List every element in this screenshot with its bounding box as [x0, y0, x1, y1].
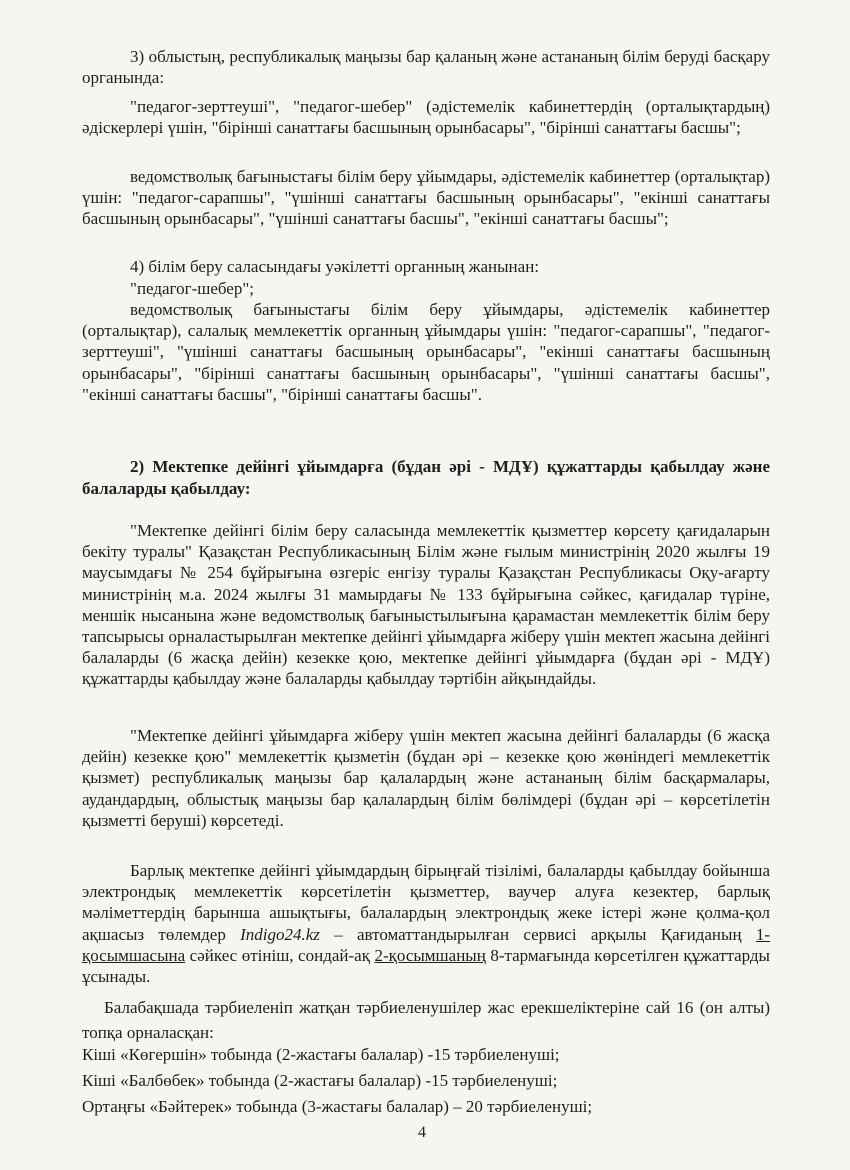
group-line-balbobek: Кіші «Балбөбек» тобында (2-жастағы балалар) -15 тәрбиеленуші; [82, 1071, 558, 1090]
register-text-a: Барлық мектепке дейінгі ұйымдардың бірыңғай тізілімі, балаларды қабылдау бойынша электрондық мемлекеттік көрсетілетін қызметтер, ваучер алуға кезектер, барлық мәліметтердің барынша ашықтығы, балалардың электрондық жеке істері және қолма-қол ақшасыз төлемдер [82, 861, 770, 944]
paragraph-item-3: 3) облыстың, республикалық маңызы бар қаланың және астананың білім беруді басқару органында: [82, 47, 770, 88]
appendix-1-link[interactable]: 1-қосымшасына [82, 924, 770, 965]
register-text-b: – автоматтандырылған сервисі арқылы Қағиданың [319, 924, 756, 944]
group-line-baiterek: Ортаңғы «Бәйтерек» тобында (3-жастағы балалар) – 20 тәрбиеленуші; [82, 1097, 593, 1116]
paragraph-researcher-master: "педагог-зерттеуші", "педагог-шебер" (әдістемелік кабинеттердің (орталықтардың) әдіскерлері үшін, "бірінші санаттағы басшының орынбасары", "бірінші санаттағы басшы"; [82, 97, 770, 138]
paragraph-groups-intro: Балабақшада тәрбиеленіп жатқан тәрбиеленушілер жас ерекшеліктеріне сай 16 (он алты) топқа орналасқан: [82, 998, 770, 1042]
paragraph-master: "педагог-шебер"; [130, 279, 255, 298]
paragraph-subordinate-orgs-1: ведомстволық бағыныстағы білім беру ұйымдары, әдістемелік кабинеттер (орталықтар) үшін: "педагог-сарапшы", "үшінші санаттағы басшының орынбасары", "екінші санаттағы басшының орынбасары", "үшінші санаттағы басшы", "екінші санаттағы басшы"; [82, 167, 770, 229]
page-number: 4 [418, 1124, 426, 1141]
appendix-2-link[interactable]: 2-қосымшаның [374, 945, 486, 965]
group-line-kogershin: Кіші «Көгершін» тобында (2-жастағы балалар) -15 тәрбиеленуші; [82, 1045, 560, 1064]
register-text-d: 8-тармағында көрсетілген құжаттарды ұсынады. [82, 945, 770, 987]
paragraph-unified-register [82, 860, 770, 987]
paragraph-subordinate-orgs-2: ведомстволық бағыныстағы білім беру ұйымдары, әдістемелік кабинеттер (орталықтар), салалық мемлекеттік органның ұйымдары үшін: "педагог-сарапшы", "педагог-зерттеуші", "үшінші санаттағы басшының орынбасары", "екінші санаттағы басшының орынбасары", "бірінші санаттағы басшының орынбасары", "үшінші санаттағы басшы", "екінші санаттағы басшы", "бірінші санаттағы басшы". [82, 300, 770, 404]
indigo-site-name: Indigo24.kz [240, 924, 320, 944]
paragraph-order-reference: "Мектепке дейінгі білім беру саласында мемлекеттік қызметтер көрсету қағидаларын бекіту туралы" Қазақстан Республикасының Білім және ғылым министрінің 2020 жылғы 19 маусымдағы № 254 бұйрығына өзгеріс енгізу туралы Қазақстан Республикасы Оқу-ағарту министрінің м.а. 2024 жылғы 31 мамырдағы № 133 бұйрығына сәйкес, қағидалар түріне, меншік нысанына және ведомстволық бағыныстылығына қарамастан мемлекеттік білім беру тапсырысы орналастырылған мектепке дейінгі ұйымдарға жіберу үшін мектеп жасына дейінгі балаларды (6 жасқа дейін) кезекке қою, мектепке дейінгі ұйымдарға (бұдан әрі - МДҰ) құжаттарды қабылдау және балаларды қабылдау тәртібін айқындайды. [82, 521, 770, 689]
paragraph-queue-service: "Мектепке дейінгі ұйымдарға жіберу үшін мектеп жасына дейінгі балаларды (6 жасқа дейін) кезекке қою" мемлекеттік қызметін (бұдан әрі – кезекке қою жөніндегі мемлекеттік қызмет) республикалық маңызы бар қалалардың және астананың білім басқармалары, аудандардың, облыстық маңызы бар қалалардың білім бөлімдері (бұдан әрі – көрсетілетін қызметті беруші) көрсетеді. [82, 726, 770, 830]
section-heading: 2) Мектепке дейінгі ұйымдарға (бұдан әрі - МДҰ) құжаттарды қабылдау және балаларды қабылдау: [82, 457, 770, 498]
register-text-c: сәйкес өтініш, сондай-ақ [185, 945, 375, 965]
paragraph-item-4: 4) білім беру саласындағы уәкілетті органның жанынан: [130, 257, 540, 276]
